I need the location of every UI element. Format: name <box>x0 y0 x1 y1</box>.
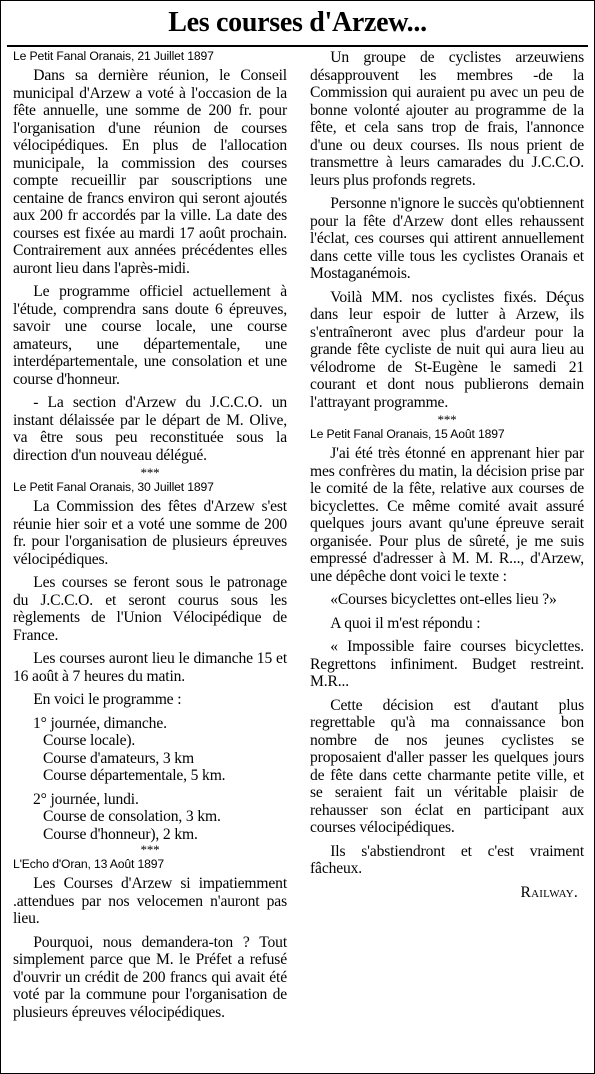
article-13-aout-continued <box>310 49 584 425</box>
article-paragraph: Les courses se feront sous le patronage du J.C.C.O. et seront courus sous les règlements de l'Union Vélocipédique de France. <box>13 574 287 644</box>
programme-list <box>13 715 287 844</box>
programme-item: Course départementale, 5 km. <box>43 767 226 784</box>
article-paragraph: Pourquoi, nous demandera-ton ? Tout simplement parce que M. le Préfet a refusé d'ouvrir un crédit de 200 francs qui avait été voté par la commune pour l'organisation de plusieurs épreuves vélocipédiques. <box>13 933 287 1021</box>
right-column <box>310 49 584 901</box>
article-15-aout <box>310 427 584 901</box>
article-21-juillet <box>13 49 287 478</box>
programme-item: Course d'honneur), 2 km. <box>43 825 198 843</box>
article-paragraph: «Courses bicyclettes ont-elles lieu ?» <box>330 591 557 608</box>
article-source: L'Echo d'Oran, 13 Août 1897 <box>13 857 165 871</box>
article-30-juillet <box>13 480 287 855</box>
left-column <box>13 49 287 1021</box>
programme-day: 1° journée, dimanche. <box>33 714 167 732</box>
programme-item: Course locale). <box>43 732 136 749</box>
article-paragraph: En voici le programme : <box>33 691 182 708</box>
author-signature: Railway. <box>520 883 578 901</box>
article-paragraph: Voilà MM. nos cyclistes fixés. Déçus dans leur espoir de lutter à Arzew, ils s'entraîneront avec plus d'ardeur pour la grande fête cycliste de nuit qui aura lieu au vélodrome de St-Eugène le samedi 21 courant et dont nous publierons demain l'attrayant programme. <box>310 288 584 411</box>
article-source: Le Petit Fanal Oranais, 30 Juillet 1897 <box>13 480 214 494</box>
programme-item: Course d'amateurs, 3 km <box>43 749 194 767</box>
article-paragraph: « Impossible faire courses bicyclettes. Regrettons infiniment. Budget restreint. M.R... <box>310 638 584 690</box>
article-paragraph: Les courses auront lieu le dimanche 15 et 16 août à 7 heures du matin. <box>13 650 287 685</box>
article-separator: *** <box>140 842 160 857</box>
article-paragraph: Ils s'abstiendront et c'est vraiment fâcheux. <box>310 842 584 877</box>
article-paragraph: Un groupe de cyclistes arzeuwiens désapprouvent les membres -de la Commission qui auraient pu avec un peu de bonne volonté ajouter au programme de la fête, et cela sans trop de frais, l'annonce d'une ou deux courses. Ils nous prient de transmettre à leurs camarades du J.C.C.O. leurs plus profonds regrets. <box>310 49 584 189</box>
article-13-aout <box>13 857 287 1021</box>
article-separator: *** <box>140 465 160 480</box>
programme-day: 2° journée, lundi. <box>33 790 139 808</box>
article-separator: *** <box>437 412 457 427</box>
article-paragraph: - La section d'Arzew du J.C.C.O. un instant délaissée par le départ de M. Olive, va être sous peu reconstituée sous la direction d'un nouveau délégué. <box>13 394 287 464</box>
article-paragraph: Le programme officiel actuellement à l'étude, comprendra sans doute 6 épreuves, savoir une course locale, une course amateurs, une départementale, une interdépartementale, une consolation et une course d'honneur. <box>13 283 287 388</box>
article-paragraph: Cette décision est d'autant plus regrettable qu'à ma connaissance bon nombre de nos jeunes cyclistes se proposaient d'aller passer les quelques jours de fête dans cette charmante petite ville, et se seraient fait un véritable plaisir de rehausser son éclat en participant aux courses vélocipédiques. <box>310 696 584 836</box>
article-source: Le Petit Fanal Oranais, 21 Juillet 1897 <box>13 49 214 63</box>
article-paragraph: Personne n'ignore le succès qu'obtiennent pour la fête d'Arzew dont elles rehaussent l'éclat, ces courses qui attirent annuellement dans cette ville tous les cyclistes Oranais et Mostaganémois. <box>310 195 584 282</box>
programme-item: Course de consolation, 3 km. <box>43 808 221 825</box>
article-source: Le Petit Fanal Oranais, 15 Août 1897 <box>310 427 505 441</box>
article-paragraph: J'ai été très étonné en apprenant hier par mes confrères du matin, la décision prise par le comité de la fête, relative aux courses de bicyclettes. Ce même comité avait assuré quelques jours avant qu'une épreuve serait organisée. Pour plus de sûreté, je me suis empressé d'adresser à M. M. R..., d'Arzew, une dépêche dont voici le texte : <box>310 445 584 585</box>
article-paragraph: Les Courses d'Arzew si impatiemment .attendues par nos velocemen n'auront pas lieu. <box>13 875 287 927</box>
article-paragraph: Dans sa dernière réunion, le Conseil municipal d'Arzew a voté à l'occasion de la fête annuelle, une somme de 200 fr. pour l'organisation d'une réunion de courses vélocipédiques. En plus de l'allocation municipale, la commission des courses compte recueillir par souscriptions une centaine de francs environ qui seront ajoutés aux 200 fr accordés par la ville. La date des courses est fixée au mardi 17 août prochain. Contrairement aux années précédentes elles auront lieu dans l'après-midi. <box>13 67 287 277</box>
page-title: Les courses d'Arzew... <box>7 1 588 47</box>
article-paragraph: La Commission des fêtes d'Arzew s'est réunie hier soir et a voté une somme de 200 fr. pour l'organisation de plusieurs épreuves vélocipédiques. <box>13 498 287 568</box>
article-paragraph: A quoi il m'est répondu : <box>330 614 481 632</box>
